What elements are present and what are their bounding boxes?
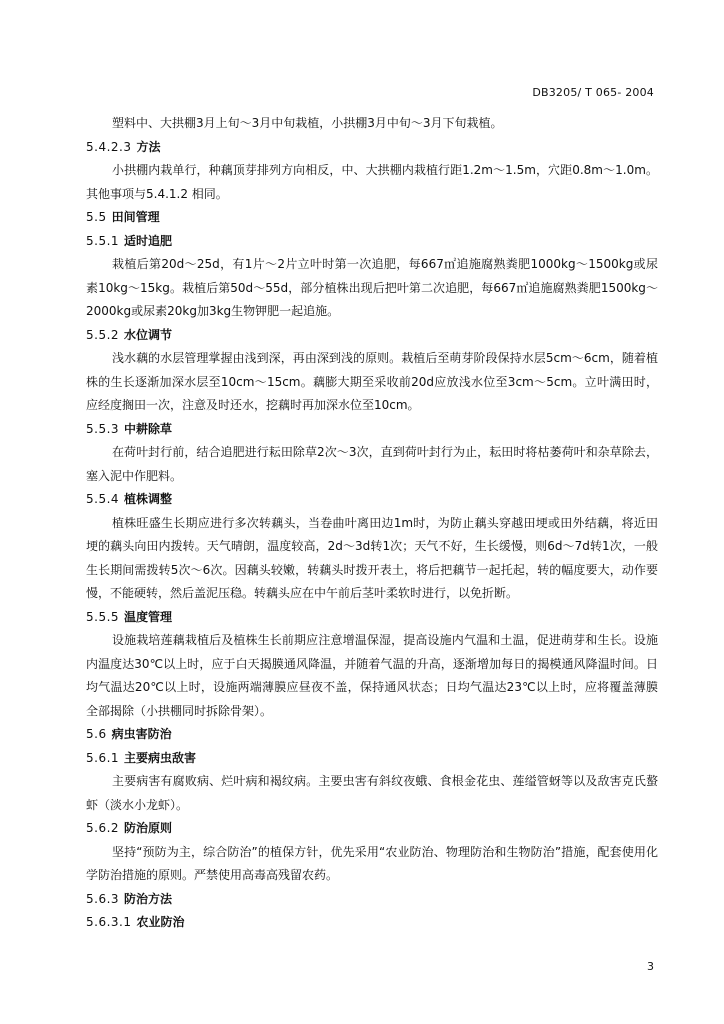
section-number: 5.5.2 [86,327,120,342]
section-number: 5.5.1 [86,233,120,248]
section-number: 5.6.3.1 [86,915,132,929]
section-title: 植株调整 [124,492,173,506]
section-heading [86,206,658,230]
section-title: 中耕除草 [124,421,173,436]
section-heading [86,136,658,160]
section-heading [86,723,658,747]
paragraph: 主要病害有腐败病、烂叶病和褐纹病。主要虫害有斜纹夜蛾、食根金花虫、莲缢管蚜等以及敌害克氏螯虾（淡水小龙虾）。 [86,774,658,812]
document-code: DB3205/ T 065- 2004 [532,86,654,99]
section-number: 5.5 [86,210,107,224]
section-number: 5.6.3 [86,891,120,906]
paragraph: 植株旺盛生长期应进行多次转藕头，当卷曲叶离田边1m时，为防止藕头穿越田埂或田外结藕，将近田埂的藕头向田内拨转。天气晴朗，温度较高，2d～3d转1次；天气不好，生长缓慢，则6d～7d转1次，一般生长期间需拨转5次～6次。因藕头较嫩，转藕头时拨开表土，将后把藕节一起托起，转的幅度要大，动作要慢，不能硬转，然后盖泥压稳。转藕头应在中午前后茎叶柔软时进行，以免折断。 [86,515,658,600]
section-number: 5.4.2.3 [86,139,132,154]
section-heading [86,911,658,935]
section-title: 病虫害防治 [111,727,172,741]
section-number: 5.5.4 [86,492,120,506]
section-number: 5.6 [86,727,107,741]
section-title: 适时追肥 [124,233,173,248]
section-heading [86,230,658,254]
section-title: 防治方法 [124,891,173,906]
paragraph: 在荷叶封行前，结合追肥进行耘田除草2次～3次，直到荷叶封行为止，耘田时将枯萎荷叶和杂草除去，塞入泥中作肥料。 [86,445,658,483]
section-heading [86,324,658,348]
page-number: 3 [647,960,654,973]
section-heading [86,888,658,912]
section-heading [86,606,658,630]
section-title: 田间管理 [111,210,160,224]
paragraph: 塑料中、大拱棚3月上旬～3月中旬栽植，小拱棚3月中旬～3月下旬栽植。 [112,116,503,130]
paragraph: 栽植后第20d～25d，有1片～2片立叶时第一次追肥，每667㎡追施腐熟粪肥1000kg～1500kg或尿素10kg～15kg。栽植后第50d～55d，部分植株出现后把叶第二次追肥，每667㎡追施腐熟粪肥1500kg～2000kg或尿素20kg加3kg生物钾肥一起追施。 [86,257,658,318]
paragraph: 浅水藕的水层管理掌握由浅到深，再由深到浅的原则。栽植后至萌芽阶段保持水层5cm～6cm，随着植株的生长逐渐加深水层至10cm～15cm。藕膨大期至采收前20d应放浅水位至3cm～5cm。立叶满田时，应经度搁田一次，注意及时还水，挖藕时再加深水位至10cm。 [86,351,658,412]
section-number: 5.5.5 [86,609,120,624]
section-heading [86,747,658,771]
section-number: 5.5.3 [86,421,120,436]
paragraph: 坚持“预防为主，综合防治”的植保方针，优先采用“农业防治、物理防治和生物防治”措施，配套使用化学防治措施的原则。严禁使用高毒高残留农药。 [86,844,658,882]
document-body [86,112,658,935]
section-heading [86,488,658,512]
section-title: 水位调节 [124,327,173,342]
section-title: 农业防治 [136,915,185,929]
paragraph: 设施栽培莲藕栽植后及植株生长前期应注意增温保湿，提高设施内气温和土温，促进萌芽和生长。设施内温度达30℃以上时，应于白天揭膜通风降温，并随着气温的升高，逐渐增加每日的揭模通风降温时间。日均气温达20℃以上时，设施两端薄膜应昼夜不盖，保持通风状态；日均气温达23℃以上时，应将覆盖薄膜全部揭除（小拱棚同时拆除骨架）。 [86,633,658,718]
section-title: 主要病虫敌害 [124,750,197,765]
section-heading [86,418,658,442]
paragraph: 小拱棚内栽单行，种藕顶芽排列方向相反，中、大拱棚内栽植行距1.2m～1.5m，穴距0.8m～1.0m。其他事项与5.4.1.2 相同。 [86,163,658,201]
section-title: 防治原则 [124,821,173,835]
section-number: 5.6.2 [86,821,120,835]
section-title: 方法 [136,139,161,154]
section-number: 5.6.1 [86,750,120,765]
section-title: 温度管理 [124,609,173,624]
section-heading [86,817,658,841]
